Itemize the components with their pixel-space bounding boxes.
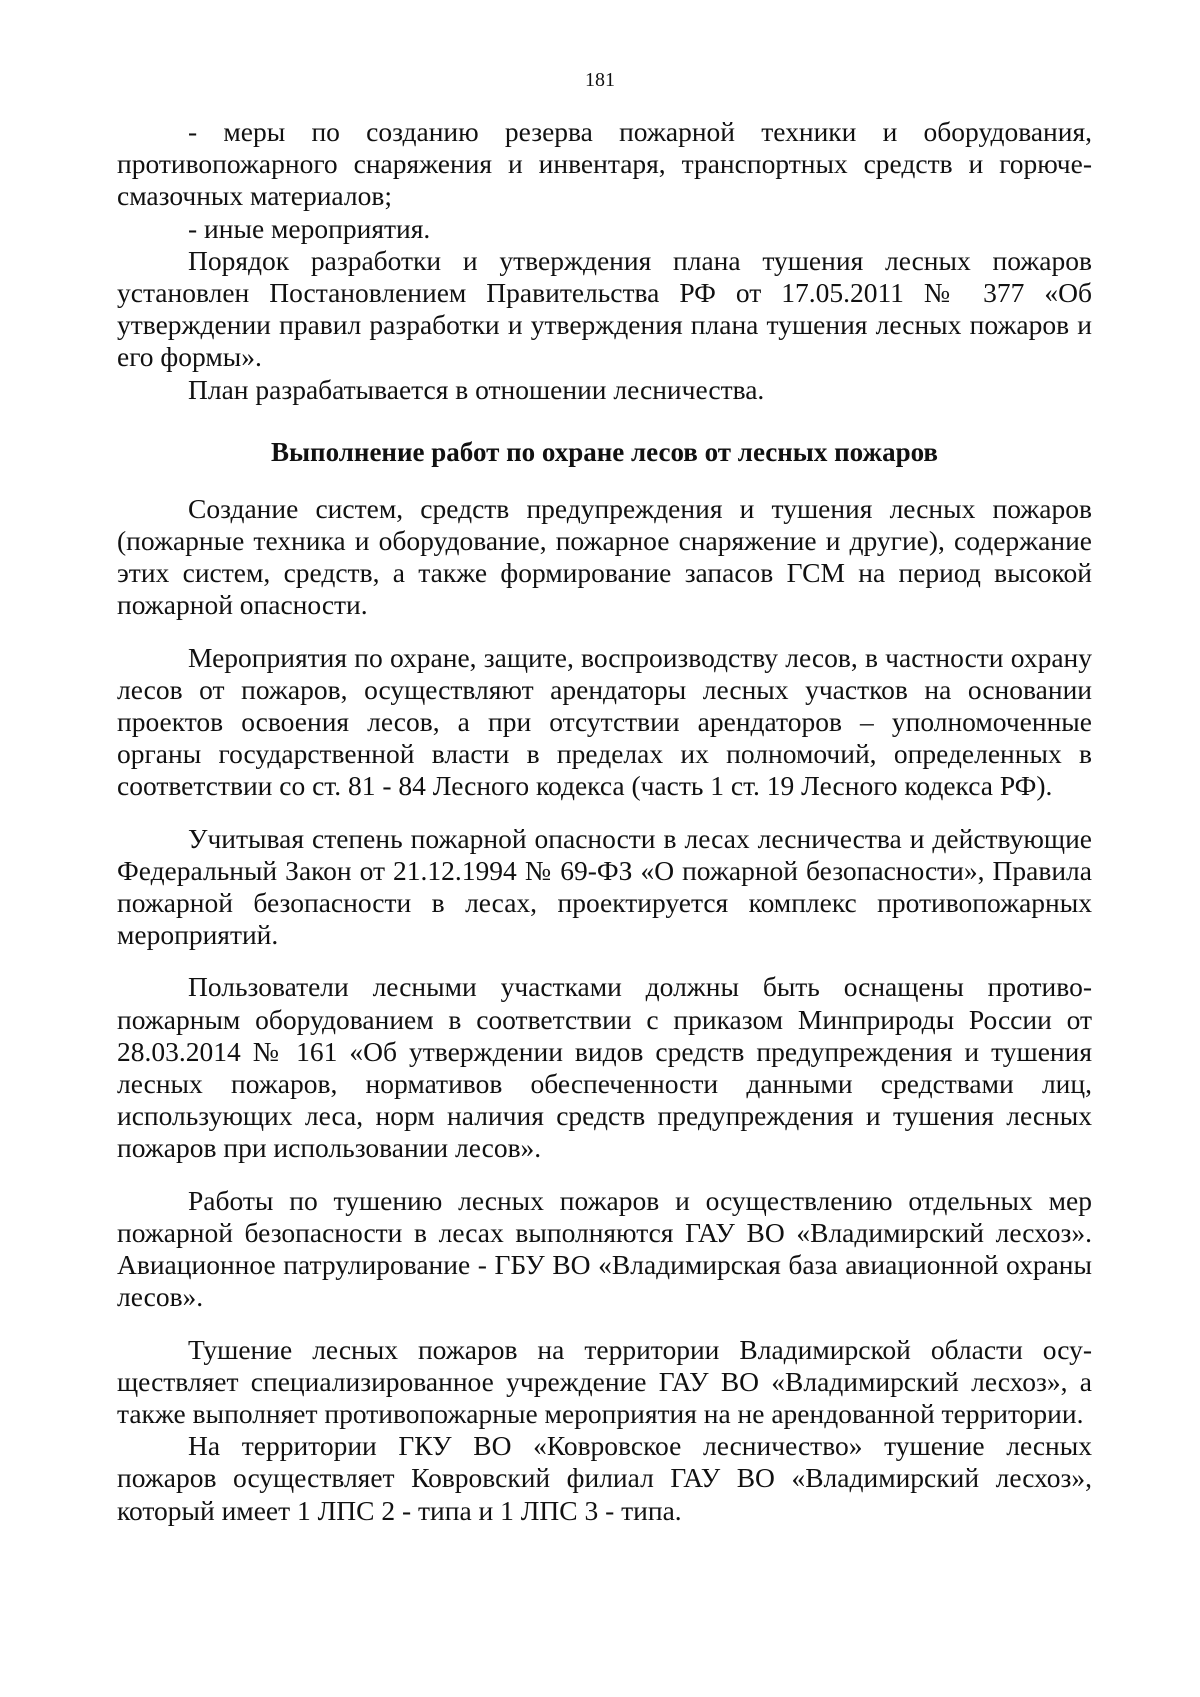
paragraph-other-measures: - иные мероприятия. (188, 212, 431, 244)
page-number: 181 (585, 69, 615, 91)
paragraph-fire-danger: Учитывая степень пожарной опасности в лесах лесничества и действующие Федеральный Закон от 21.12.1994 № 69-ФЗ «О пожарной безопасности», Правила пожарной безопасности в лесах, проектируется комплекс противопожарных мероприятий. (117, 822, 1092, 951)
section-heading: Выполнение работ по охране лесов от лесных пожаров (270, 436, 939, 467)
paragraph-equipment-requirements: Пользователи лесными участками должны быть оснащены противопожарным оборудованием в соответствии с приказом Минприроды России от 28.03.2014 № 161 «Об утверждении видов средств предупреждения и тушения лесных пожаров, нормативов обеспеченности данными средствами лиц, использующих леса, норм наличия средств предупреждения и тушения лесных пожаров при использовании лесов». (117, 971, 1092, 1164)
page-body (117, 116, 1092, 1527)
paragraph-protection-measures: Мероприятия по охране, защите, воспроизводству лесов, в частности охрану лесов от пожаров, осуществляют арендаторы лесных участков на основании проектов освоения лесов, а при отсутствии арендаторов – уполномоченные органы государственной власти в пределах их полномочий, определенных в соответствии со ст. 81 - 84 Лесного кодекса (часть 1 ст. 19 Лесного кодекса РФ). (117, 641, 1092, 802)
paragraph-systems: Создание систем, средств предупреждения и тушения лесных пожаров (пожарные техника и оборудование, пожарное снаряжение и другие), содержание этих систем, средств, а также формирование запасов ГСМ на период высокой пожарной опасности. (117, 492, 1092, 621)
paragraph-regional-firefighting: Тушение лесных пожаров на территории Владимирской области осуществляет специализированное учреждение ГАУ ВО «Владимирский лесхоз», а также выполняет противопожарные мероприятия на не арендованной территории. (117, 1333, 1092, 1429)
paragraph-kovrov-branch: На территории ГКУ ВО «Ковровское лесничество» тушение лесных пожаров осуществляет Ковровский филиал ГАУ ВО «Владимирский лесхоз», который имеет 1 ЛПС 2 - типа и 1 ЛПС 3 - типа. (117, 1430, 1092, 1526)
paragraph-plan-procedure: Порядок разработки и утверждения плана тушения лесных пожаров установлен Постановлением Правительства РФ от 17.05.2011 № 377 «Об утверждении правил разработки и утверждения плана тушения лесных пожаров и его формы». (117, 244, 1092, 373)
paragraph-reserve-measures: - меры по созданию резерва пожарной техники и оборудования, противопожарного снаряжения и инвентаря, транспортных средств и горючесмазочных материалов; (117, 116, 1092, 212)
paragraph-plan-scope: План разрабатывается в отношении лесничества. (188, 373, 765, 405)
paragraph-firefighting-works: Работы по тушению лесных пожаров и осуществлению отдельных мер пожарной безопасности в лесах выполняются ГАУ ВО «Владимирский лесхоз». Авиационное патрулирование - ГБУ ВО «Владимирская база авиационной охраны лесов». (117, 1184, 1092, 1313)
